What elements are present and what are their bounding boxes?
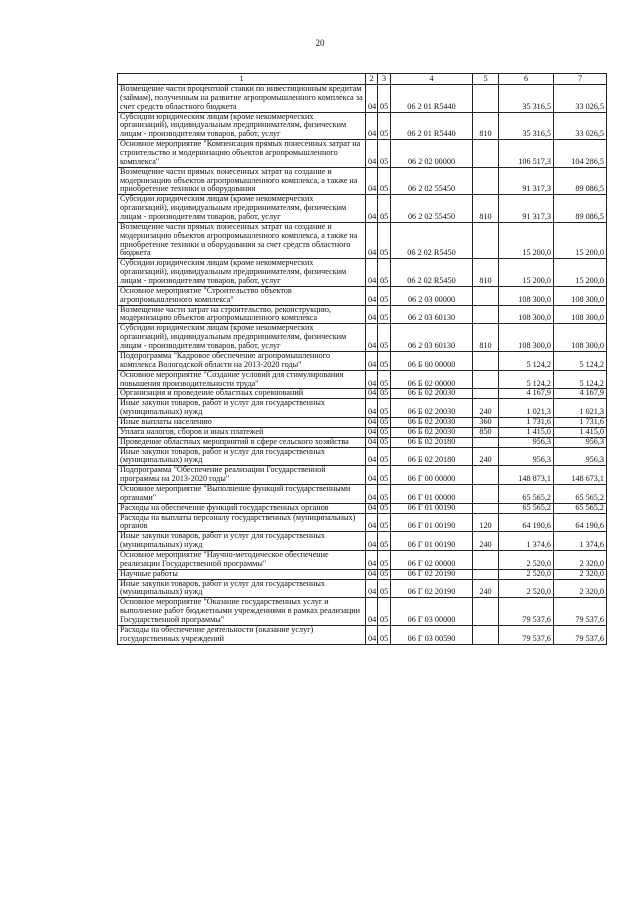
table-row <box>118 532 607 551</box>
row-section: 04 <box>366 112 378 140</box>
row-expense-type <box>473 466 499 485</box>
row-expense-type <box>473 351 499 370</box>
table-row <box>118 417 607 427</box>
row-target-article: 06 Б 02 20180 <box>391 447 473 466</box>
row-amount-plan: 79 537,6 <box>499 598 554 626</box>
row-expense-type: 810 <box>473 259 499 287</box>
table-row <box>118 286 607 305</box>
row-description: Субсидии юридическим лицам (кроме некоммерческих организаций), индивидуальным предпринимателям, физическим лицам - производителям товаров, работ, услуг <box>118 195 366 223</box>
table-row <box>118 259 607 287</box>
table-row <box>118 513 607 532</box>
header-col-4: 4 <box>391 74 473 85</box>
table-row <box>118 195 607 223</box>
row-target-article: 06 Б 02 00000 <box>391 370 473 389</box>
row-amount-actual: 4 167,9 <box>554 389 607 399</box>
row-amount-plan: 5 124,2 <box>499 370 554 389</box>
row-target-article: 06 Г 02 20190 <box>391 569 473 579</box>
row-description: Иные закупки товаров, работ и услуг для государственных (муниципальных) нужд <box>118 532 366 551</box>
header-col-1: 1 <box>118 74 366 85</box>
row-subsection: 05 <box>378 286 391 305</box>
row-subsection: 05 <box>378 550 391 569</box>
row-expense-type: 240 <box>473 447 499 466</box>
row-section: 04 <box>366 447 378 466</box>
row-amount-plan: 2 520,0 <box>499 569 554 579</box>
table-body <box>118 85 607 645</box>
row-amount-plan: 148 873,1 <box>499 466 554 485</box>
table-row <box>118 437 607 447</box>
row-amount-actual: 104 286,5 <box>554 140 607 168</box>
row-amount-actual: 108 300,0 <box>554 286 607 305</box>
row-amount-actual: 5 124,2 <box>554 370 607 389</box>
row-expense-type <box>473 167 499 195</box>
table-row <box>118 222 607 258</box>
row-target-article: 06 2 02 R5450 <box>391 259 473 287</box>
row-target-article: 06 2 03 60130 <box>391 324 473 352</box>
table-row <box>118 447 607 466</box>
row-section: 04 <box>366 370 378 389</box>
table-row <box>118 625 607 644</box>
row-amount-plan: 5 124,2 <box>499 351 554 370</box>
row-description: Подпрограмма "Обеспечение реализации Государственной программы на 2013-2020 годы" <box>118 466 366 485</box>
row-subsection: 05 <box>378 417 391 427</box>
row-amount-actual: 79 537,6 <box>554 625 607 644</box>
row-expense-type <box>473 140 499 168</box>
row-amount-plan: 956,3 <box>499 437 554 447</box>
row-description: Основное мероприятие "Компенсация прямых понесенных затрат на строительство и модернизацию объектов агропромышленного комплекса" <box>118 140 366 168</box>
row-subsection: 05 <box>378 532 391 551</box>
row-section: 04 <box>366 399 378 418</box>
row-description: Организация и проведение областных соревнований <box>118 389 366 399</box>
row-expense-type: 810 <box>473 112 499 140</box>
row-target-article: 06 Г 02 20190 <box>391 579 473 598</box>
row-section: 04 <box>366 532 378 551</box>
row-amount-actual: 2 320,0 <box>554 550 607 569</box>
table-row <box>118 579 607 598</box>
budget-table <box>117 73 607 645</box>
row-description: Иные закупки товаров, работ и услуг для государственных (муниципальных) нужд <box>118 447 366 466</box>
row-expense-type <box>473 503 499 513</box>
row-section: 04 <box>366 503 378 513</box>
row-subsection: 05 <box>378 351 391 370</box>
row-target-article: 06 Г 01 00190 <box>391 513 473 532</box>
row-target-article: 06 Г 03 00000 <box>391 598 473 626</box>
row-section: 04 <box>366 286 378 305</box>
table-row <box>118 351 607 370</box>
row-description: Субсидии юридическим лицам (кроме некоммерческих организаций), индивидуальным предпринимателям, физическим лицам - производителям товаров, работ, услуг <box>118 324 366 352</box>
row-target-article: 06 Б 02 20180 <box>391 437 473 447</box>
row-amount-plan: 106 517,3 <box>499 140 554 168</box>
row-section: 04 <box>366 550 378 569</box>
row-expense-type <box>473 286 499 305</box>
row-amount-actual: 79 537,6 <box>554 598 607 626</box>
row-description: Основное мероприятие "Строительство объектов агропромышленного комплекса" <box>118 286 366 305</box>
row-description: Основное мероприятие "Оказание государственных услуг и выполнение работ бюджетными учреждениями в рамках реализации Государственной программы" <box>118 598 366 626</box>
row-amount-actual: 65 565,2 <box>554 484 607 503</box>
row-amount-actual: 2 320,0 <box>554 579 607 598</box>
row-amount-actual: 65 565,2 <box>554 503 607 513</box>
row-subsection: 05 <box>378 222 391 258</box>
row-amount-plan: 15 200,0 <box>499 222 554 258</box>
row-expense-type <box>473 437 499 447</box>
row-target-article: 06 Б 00 00000 <box>391 351 473 370</box>
row-amount-actual: 33 026,5 <box>554 85 607 113</box>
row-description: Основное мероприятие "Выполнение функций государственными органами" <box>118 484 366 503</box>
row-target-article: 06 2 03 00000 <box>391 286 473 305</box>
row-section: 04 <box>366 579 378 598</box>
row-description: Субсидии юридическим лицам (кроме некоммерческих организаций), индивидуальным предпринимателям, физическим лицам - производителям товаров, работ, услуг <box>118 112 366 140</box>
row-section: 04 <box>366 598 378 626</box>
page-number: 20 <box>315 38 325 48</box>
row-amount-plan: 1 021,3 <box>499 399 554 418</box>
row-expense-type: 240 <box>473 579 499 598</box>
table-row <box>118 389 607 399</box>
table-row <box>118 598 607 626</box>
row-amount-actual: 15 200,0 <box>554 259 607 287</box>
row-description: Возмещение части прямых понесенных затрат на создание и модернизацию объектов агропромышленного комплекса, а также на приобретение техники и оборудования за счет средств областного бюджета <box>118 222 366 258</box>
row-target-article: 06 2 02 55450 <box>391 167 473 195</box>
row-expense-type <box>473 222 499 258</box>
table-header-row <box>118 74 607 85</box>
row-expense-type: 240 <box>473 532 499 551</box>
row-target-article: 06 Б 02 20030 <box>391 427 473 437</box>
row-subsection: 05 <box>378 625 391 644</box>
row-target-article: 06 2 02 00000 <box>391 140 473 168</box>
table-row <box>118 484 607 503</box>
table-row <box>118 324 607 352</box>
row-subsection: 05 <box>378 112 391 140</box>
table-row <box>118 569 607 579</box>
row-subsection: 05 <box>378 167 391 195</box>
row-subsection: 05 <box>378 389 391 399</box>
row-amount-actual: 956,3 <box>554 437 607 447</box>
row-amount-plan: 108 300,0 <box>499 324 554 352</box>
row-description: Подпрограмма "Кадровое обеспечение агропромышленного комплекса Вологодской области на 2013-2020 годы" <box>118 351 366 370</box>
table-row <box>118 167 607 195</box>
row-expense-type <box>473 598 499 626</box>
row-expense-type <box>473 569 499 579</box>
row-description: Расходы на обеспечение деятельности (оказание услуг) государственных учреждений <box>118 625 366 644</box>
row-target-article: 06 Б 02 20030 <box>391 399 473 418</box>
row-expense-type <box>473 625 499 644</box>
row-subsection: 05 <box>378 569 391 579</box>
header-col-5: 5 <box>473 74 499 85</box>
row-expense-type <box>473 370 499 389</box>
row-description: Иные закупки товаров, работ и услуг для государственных (муниципальных) нужд <box>118 399 366 418</box>
row-amount-plan: 1 374,6 <box>499 532 554 551</box>
row-expense-type <box>473 85 499 113</box>
row-description: Расходы на обеспечение функций государственных органов <box>118 503 366 513</box>
row-subsection: 05 <box>378 85 391 113</box>
row-amount-plan: 1 415,0 <box>499 427 554 437</box>
row-description: Субсидии юридическим лицам (кроме некоммерческих организаций), индивидуальным предпринимателям, физическим лицам - производителям товаров, работ, услуг <box>118 259 366 287</box>
row-subsection: 05 <box>378 195 391 223</box>
row-expense-type <box>473 550 499 569</box>
row-subsection: 05 <box>378 399 391 418</box>
row-target-article: 06 2 01 R5440 <box>391 112 473 140</box>
row-amount-plan: 2 520,0 <box>499 550 554 569</box>
row-amount-actual: 89 086,5 <box>554 195 607 223</box>
row-section: 04 <box>366 437 378 447</box>
row-subsection: 05 <box>378 579 391 598</box>
row-section: 04 <box>366 85 378 113</box>
row-expense-type: 810 <box>473 324 499 352</box>
row-description: Основное мероприятие "Создание условий для стимулирования повышения производительности труда" <box>118 370 366 389</box>
row-amount-actual: 5 124,2 <box>554 351 607 370</box>
row-section: 04 <box>366 484 378 503</box>
row-target-article: 06 Г 00 00000 <box>391 466 473 485</box>
row-subsection: 05 <box>378 324 391 352</box>
row-amount-plan: 91 317,3 <box>499 195 554 223</box>
row-description: Основное мероприятие "Научно-методическое обеспечение реализации Государственной программы" <box>118 550 366 569</box>
table-row <box>118 466 607 485</box>
row-section: 04 <box>366 569 378 579</box>
row-expense-type: 240 <box>473 399 499 418</box>
row-expense-type: 120 <box>473 513 499 532</box>
row-amount-plan: 108 300,0 <box>499 305 554 324</box>
row-section: 04 <box>366 351 378 370</box>
row-target-article: 06 Г 03 00590 <box>391 625 473 644</box>
row-description: Научные работы <box>118 569 366 579</box>
row-amount-plan: 65 565,2 <box>499 484 554 503</box>
row-amount-actual: 1 374,6 <box>554 532 607 551</box>
table-row <box>118 550 607 569</box>
table-row <box>118 305 607 324</box>
row-description: Расходы на выплаты персоналу государственных (муниципальных) органов <box>118 513 366 532</box>
row-subsection: 05 <box>378 503 391 513</box>
row-section: 04 <box>366 513 378 532</box>
table-row <box>118 112 607 140</box>
row-section: 04 <box>366 427 378 437</box>
header-col-7: 7 <box>554 74 607 85</box>
row-subsection: 05 <box>378 598 391 626</box>
row-section: 04 <box>366 324 378 352</box>
table-row <box>118 427 607 437</box>
row-amount-actual: 89 086,5 <box>554 167 607 195</box>
row-target-article: 06 Г 01 00000 <box>391 484 473 503</box>
row-section: 04 <box>366 466 378 485</box>
row-amount-actual: 108 300,0 <box>554 324 607 352</box>
row-amount-actual: 1 021,3 <box>554 399 607 418</box>
row-subsection: 05 <box>378 513 391 532</box>
row-target-article: 06 Б 02 20030 <box>391 417 473 427</box>
row-amount-plan: 35 316,5 <box>499 85 554 113</box>
row-amount-actual: 64 190,6 <box>554 513 607 532</box>
row-amount-plan: 2 520,0 <box>499 579 554 598</box>
row-target-article: 06 2 03 60130 <box>391 305 473 324</box>
table-row <box>118 370 607 389</box>
row-subsection: 05 <box>378 437 391 447</box>
row-section: 04 <box>366 389 378 399</box>
row-section: 04 <box>366 417 378 427</box>
row-expense-type: 810 <box>473 195 499 223</box>
row-target-article: 06 Г 02 00000 <box>391 550 473 569</box>
row-target-article: 06 Б 02 20030 <box>391 389 473 399</box>
row-amount-plan: 1 731,6 <box>499 417 554 427</box>
row-amount-actual: 148 673,1 <box>554 466 607 485</box>
row-expense-type <box>473 305 499 324</box>
row-amount-plan: 35 316,5 <box>499 112 554 140</box>
row-description: Иные выплаты населению <box>118 417 366 427</box>
row-subsection: 05 <box>378 370 391 389</box>
header-col-6: 6 <box>499 74 554 85</box>
row-description: Проведение областных мероприятий в сфере сельского хозяйства <box>118 437 366 447</box>
row-section: 04 <box>366 195 378 223</box>
row-description: Возмещение части затрат на строительство, реконструкцию, модернизацию объектов агропромышленного комплекса <box>118 305 366 324</box>
row-target-article: 06 2 02 R5450 <box>391 222 473 258</box>
row-subsection: 05 <box>378 259 391 287</box>
row-description: Возмещение части процентной ставки по инвестиционным кредитам (займам), полученным на развитие агропромышленного комплекса за счет средств областного бюджета <box>118 85 366 113</box>
row-amount-plan: 64 190,6 <box>499 513 554 532</box>
row-amount-actual: 33 026,5 <box>554 112 607 140</box>
row-description: Возмещение части прямых понесенных затрат на создание и модернизацию объектов агропромышленного комплекса, а также на приобретение техники и оборудования <box>118 167 366 195</box>
row-expense-type: 850 <box>473 427 499 437</box>
header-col-3: 3 <box>378 74 391 85</box>
row-subsection: 05 <box>378 427 391 437</box>
row-amount-plan: 108 300,0 <box>499 286 554 305</box>
row-section: 04 <box>366 305 378 324</box>
row-amount-actual: 15 200,0 <box>554 222 607 258</box>
row-amount-actual: 108 300,0 <box>554 305 607 324</box>
row-target-article: 06 Г 01 00190 <box>391 503 473 513</box>
table-row <box>118 85 607 113</box>
row-section: 04 <box>366 259 378 287</box>
row-expense-type <box>473 484 499 503</box>
table-row <box>118 399 607 418</box>
row-subsection: 05 <box>378 447 391 466</box>
row-amount-plan: 79 537,6 <box>499 625 554 644</box>
row-target-article: 06 2 01 R5440 <box>391 85 473 113</box>
row-amount-plan: 91 317,3 <box>499 167 554 195</box>
row-expense-type: 360 <box>473 417 499 427</box>
row-target-article: 06 2 02 55450 <box>391 195 473 223</box>
row-expense-type <box>473 389 499 399</box>
row-subsection: 05 <box>378 305 391 324</box>
row-amount-actual: 2 320,0 <box>554 569 607 579</box>
row-amount-actual: 1 731,6 <box>554 417 607 427</box>
row-section: 04 <box>366 140 378 168</box>
row-amount-actual: 1 415,0 <box>554 427 607 437</box>
row-subsection: 05 <box>378 140 391 168</box>
row-section: 04 <box>366 222 378 258</box>
table-row <box>118 503 607 513</box>
row-section: 04 <box>366 167 378 195</box>
row-subsection: 05 <box>378 466 391 485</box>
row-description: Иные закупки товаров, работ и услуг для государственных (муниципальных) нужд <box>118 579 366 598</box>
table-row <box>118 140 607 168</box>
row-target-article: 06 Г 01 00190 <box>391 532 473 551</box>
row-description: Уплата налогов, сборов и иных платежей <box>118 427 366 437</box>
row-amount-plan: 65 565,2 <box>499 503 554 513</box>
row-amount-plan: 956,3 <box>499 447 554 466</box>
header-col-2: 2 <box>366 74 378 85</box>
row-subsection: 05 <box>378 484 391 503</box>
row-amount-plan: 15 200,0 <box>499 259 554 287</box>
row-amount-actual: 956,3 <box>554 447 607 466</box>
row-section: 04 <box>366 625 378 644</box>
row-amount-plan: 4 167,9 <box>499 389 554 399</box>
